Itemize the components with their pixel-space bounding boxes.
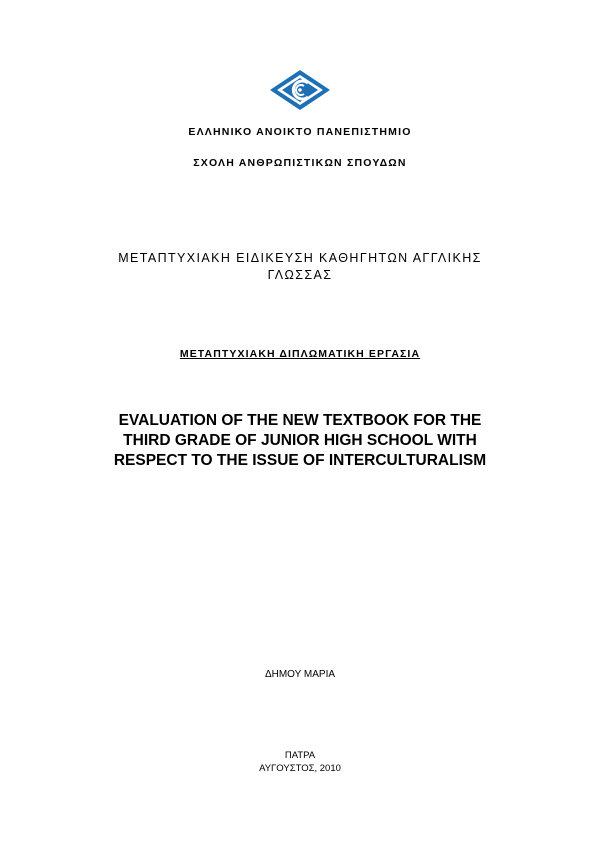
date: ΑΥΓΟΥΣΤΟΣ, 2010 — [259, 763, 341, 774]
title-line-1: EVALUATION OF THE NEW TEXTBOOK FOR THE — [118, 412, 482, 429]
thesis-type-label: ΜΕΤΑΠΤΥΧΙΑΚΗ ΔΙΠΛΩΜΑΤΙΚΗ ΕΡΓΑΣΙΑ — [179, 348, 421, 360]
thesis-type — [0, 348, 600, 360]
program-line-2: ΓΛΩΣΣΑΣ — [267, 268, 333, 282]
school-name: ΣΧΟΛΗ ΑΝΘΡΩΠΙΣΤΙΚΩΝ ΣΠΟΥΔΩΝ — [193, 157, 407, 169]
program-line-1: ΜΕΤΑΠΤΥΧΙΑΚΗ ΕΙΔΙΚΕΥΣΗ ΚΑΘΗΓΗΤΩΝ ΑΓΓΛΙΚΗΣ — [118, 251, 482, 265]
title-line-2: THIRD GRADE OF JUNIOR HIGH SCHOOL WITH — [123, 432, 477, 449]
program-name — [0, 250, 600, 284]
title-line-3: RESPECT TO THE ISSUE OF INTERCULTURALISM — [113, 452, 487, 469]
university-logo-icon — [268, 68, 332, 112]
thesis-title — [0, 411, 600, 471]
author-name: ΔΗΜΟΥ ΜΑΡΙΑ — [264, 669, 336, 680]
university-name: ΕΛΛΗΝΙΚΟ ΑΝΟΙΚΤΟ ΠΑΝΕΠΙΣΤΗΜΙΟ — [188, 126, 412, 138]
city: ΠΑΤΡΑ — [284, 750, 316, 761]
